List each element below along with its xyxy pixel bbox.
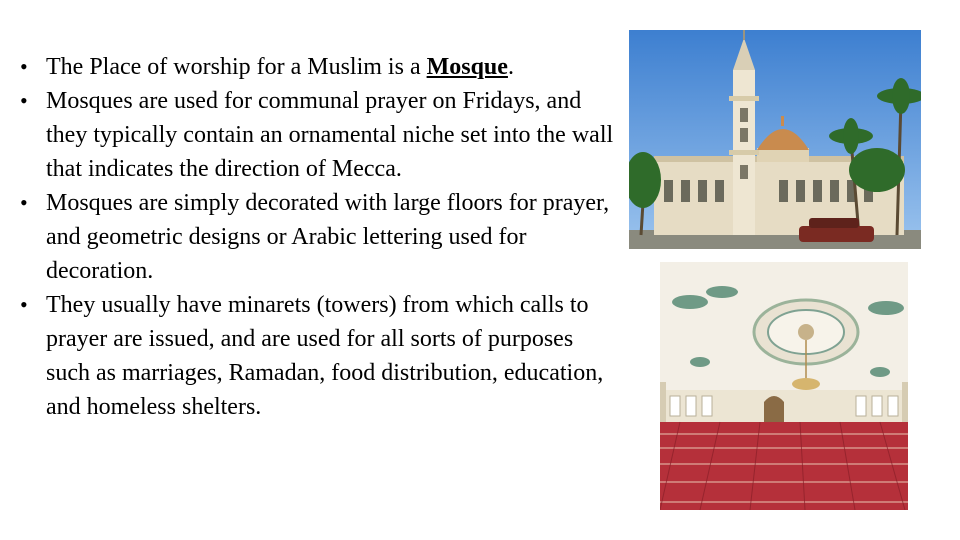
bullet-list (18, 50, 618, 424)
mosque-exterior-photo (629, 30, 921, 249)
bullet-text: They usually have minarets (towers) from which calls to prayer are issued, and are used for all sorts of purposes such as marriages, Ramadan, food distribution, education, and homeless shelters. (46, 292, 604, 420)
bullet-item (18, 288, 618, 424)
bullet-item (18, 84, 618, 186)
bullet-dot-icon: • (20, 54, 28, 79)
bullet-text: The Place of worship for a Muslim is a (46, 54, 427, 80)
bullet-dot-icon: • (20, 88, 28, 113)
bullet-dot-icon: • (20, 292, 28, 317)
keyword-mosque: Mosque (426, 54, 508, 80)
bullet-text: Mosques are used for communal prayer on Fridays, and they typically contain an ornamental niche set into the wall that indicates the direction of Mecca. (46, 88, 614, 182)
bullet-text-end: . (507, 54, 514, 80)
bullet-dot-icon: • (20, 190, 28, 215)
mosque-interior-illustration (660, 262, 908, 510)
bullet-text: Mosques are simply decorated with large floors for prayer, and geometric designs or Arabic lettering used for decoration. (46, 190, 610, 284)
bullet-item (18, 186, 618, 288)
mosque-exterior-illustration (629, 30, 921, 249)
mosque-interior-photo (660, 262, 908, 510)
bullet-item (18, 50, 618, 84)
